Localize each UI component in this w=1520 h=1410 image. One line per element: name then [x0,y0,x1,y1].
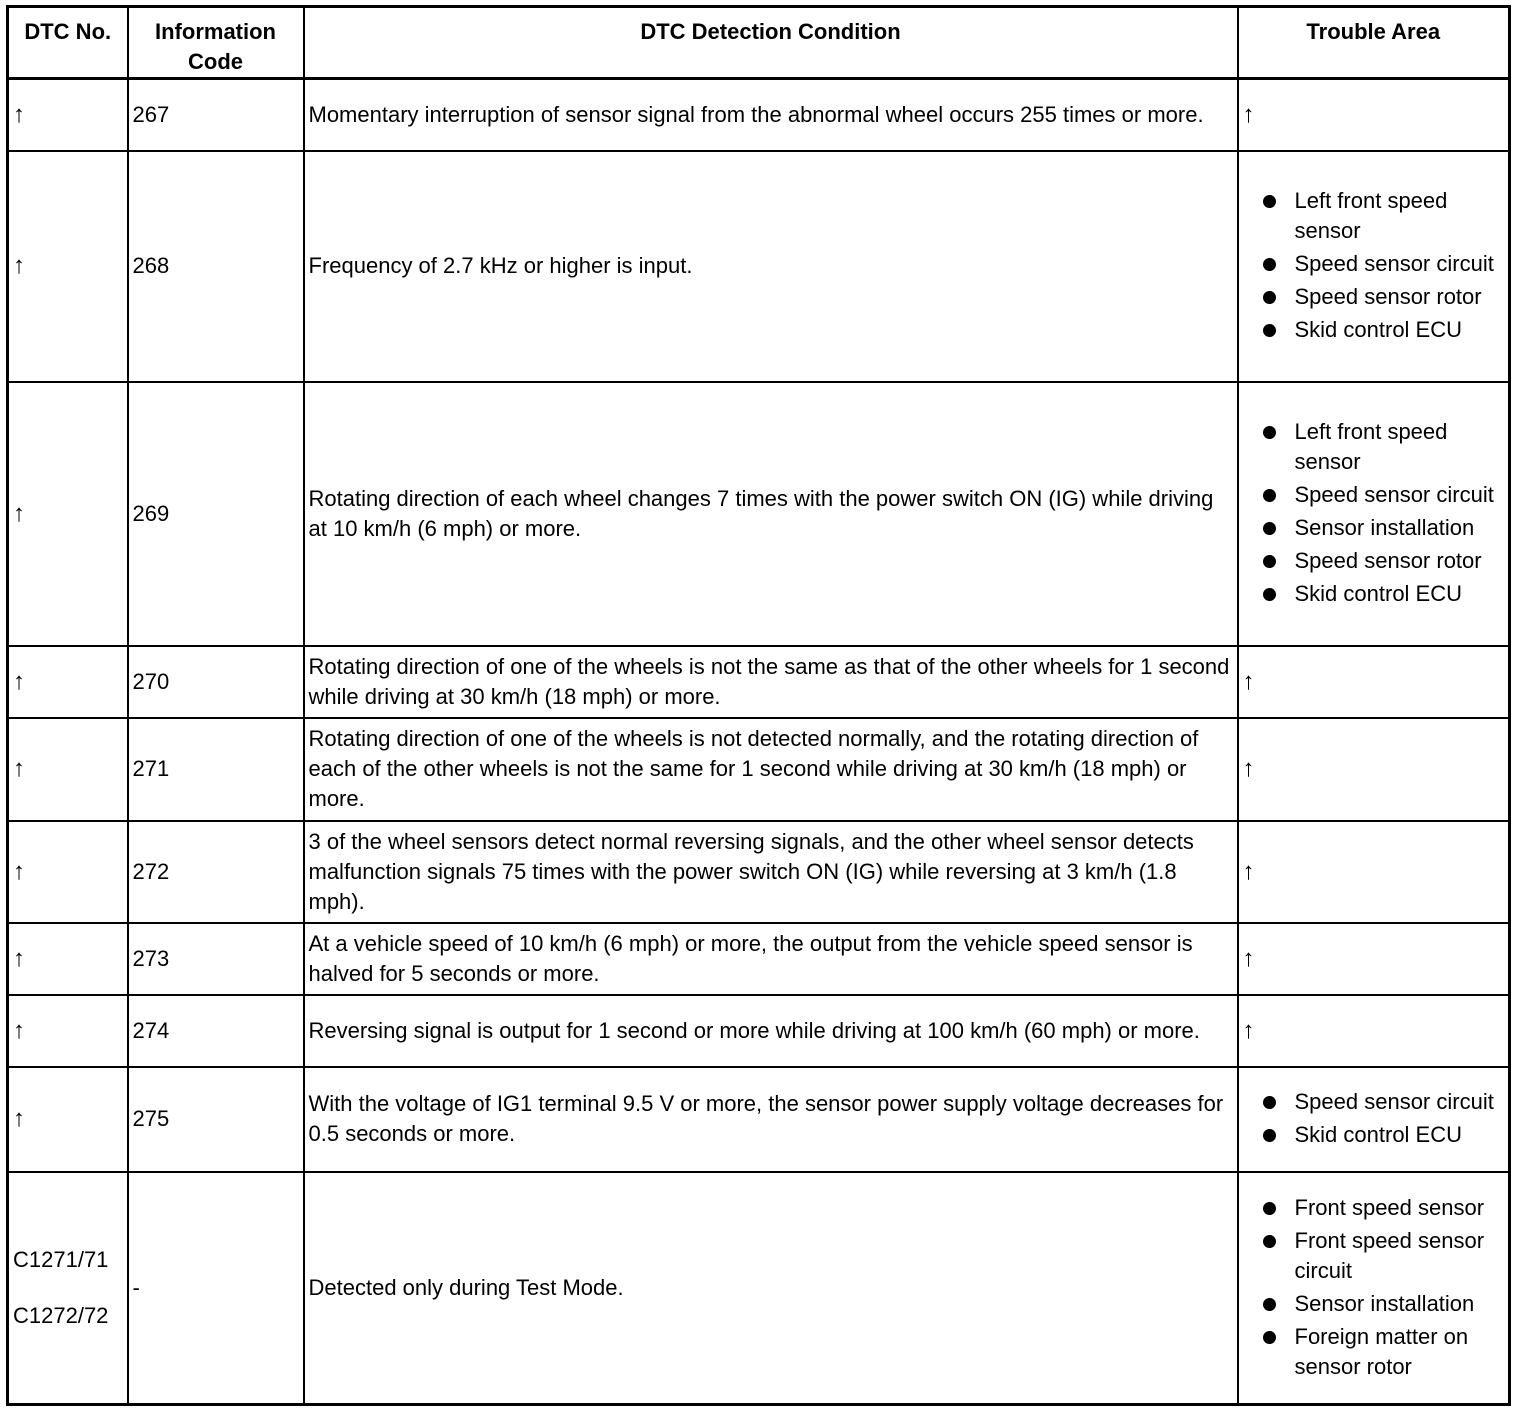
dtc-no-text: ↑ [13,857,25,885]
trouble-area-text: Skid control ECU [1294,1122,1463,1147]
detection-condition-cell: Rotating direction of each wheel changes 7 times with the power switch ON (IG) while driving at 10 km/h (6 mph) or more. [304,382,1238,646]
dtc-no-cell [8,151,128,382]
dtc-no-text: C1272/72 [13,1302,109,1328]
trouble-area-text: Sensor installation [1294,1290,1475,1316]
table-row [8,151,1510,382]
information-code-cell: 271 [128,718,304,821]
trouble-area-list [1243,1193,1505,1382]
dtc-no-cell [8,646,128,718]
trouble-area-text: Speed sensor rotor [1294,284,1482,309]
trouble-area-cell [1238,382,1510,646]
trouble-area-list [1243,1087,1505,1150]
bullet-icon [1263,1331,1276,1344]
header-detection-condition: DTC Detection Condition [304,7,1238,79]
detection-condition-cell: Momentary interruption of sensor signal from the abnormal wheel occurs 255 times or more. [304,79,1238,151]
trouble-area-text: Speed sensor circuit [1294,482,1494,507]
dtc-no-cell [8,1067,128,1172]
information-code-cell: 269 [128,382,304,646]
trouble-area-cell: ↑ [1238,718,1510,821]
table-body [8,79,1510,1405]
trouble-area-cell [1238,151,1510,382]
header-dtc-no: DTC No. [8,7,128,79]
bullet-icon [1263,1096,1276,1109]
detection-condition-cell: Reversing signal is output for 1 second or more while driving at 100 km/h (60 mph) or more. [304,995,1238,1067]
trouble-area-text: Left front speed sensor [1294,188,1448,243]
dtc-no-text: ↑ [13,944,25,972]
detection-condition-cell: At a vehicle speed of 10 km/h (6 mph) or more, the output from the vehicle speed sensor is halved for 5 seconds or more. [304,923,1238,995]
trouble-area-text: Front speed sensor [1294,1194,1485,1220]
trouble-area-text: Speed sensor circuit [1294,1089,1494,1114]
bullet-icon [1263,258,1276,271]
bullet-icon [1263,426,1276,439]
trouble-area-cell: ↑ [1238,821,1510,923]
header-information-code: Information Code [128,7,304,79]
bullet-icon [1263,489,1276,502]
information-code-cell: 274 [128,995,304,1067]
trouble-area-cell: ↑ [1238,923,1510,995]
table-row [8,79,1510,151]
bullet-icon [1263,1129,1276,1142]
trouble-area-text: Skid control ECU [1294,317,1463,342]
detection-condition-cell: Detected only during Test Mode. [304,1172,1238,1405]
dtc-no-text: ↑ [13,1016,25,1044]
dtc-no-text: ↑ [13,667,25,695]
information-code-cell: 275 [128,1067,304,1172]
bullet-icon [1263,324,1276,337]
information-code-cell: 270 [128,646,304,718]
trouble-area-item [1243,1087,1505,1117]
dtc-no-text: ↑ [13,1105,25,1132]
trouble-area-cell [1238,1067,1510,1172]
trouble-area-cell: ↑ [1238,995,1510,1067]
trouble-area-item [1243,579,1505,609]
detection-condition-cell: 3 of the wheel sensors detect normal reversing signals, and the other wheel sensor detects malfunction signals 75 times with the power switch ON (IG) while reversing at 3 km/h (1.8 mph). [304,821,1238,923]
bullet-icon [1263,1235,1276,1248]
dtc-no-cell [8,79,128,151]
dtc-no-text: ↑ [13,499,25,527]
trouble-area-item [1243,1193,1505,1223]
detection-condition-cell: With the voltage of IG1 terminal 9.5 V or more, the sensor power supply voltage decreases for 0.5 seconds or more. [304,1067,1238,1172]
trouble-area-item [1243,513,1505,543]
trouble-area-item [1243,1322,1505,1382]
dtc-no-cell [8,995,128,1067]
trouble-area-text: Speed sensor circuit [1294,251,1494,276]
table-row [8,923,1510,995]
trouble-area-text: Front speed sensor circuit [1294,1227,1485,1283]
dtc-no-text: C1271/71 [13,1246,109,1272]
dtc-no-cell [8,718,128,821]
bullet-icon [1263,291,1276,304]
bullet-icon [1263,522,1276,535]
header-row [8,7,1510,79]
trouble-area-cell: ↑ [1238,79,1510,151]
trouble-area-text: Sensor installation [1294,515,1475,540]
trouble-area-text: Speed sensor rotor [1294,548,1482,573]
trouble-area-item [1243,546,1505,576]
bullet-icon [1263,195,1276,208]
dtc-no-text: ↑ [13,100,25,128]
detection-condition-cell: Rotating direction of one of the wheels is not the same as that of the other wheels for 1 second while driving at 30 km/h (18 mph) or more. [304,646,1238,718]
trouble-area-text: Foreign matter on sensor rotor [1294,1323,1469,1379]
table-row [8,718,1510,821]
table-row [8,382,1510,646]
dtc-no-cell [8,923,128,995]
trouble-area-item [1243,249,1505,279]
bullet-icon [1263,1202,1276,1215]
trouble-area-item [1243,480,1505,510]
information-code-cell: 267 [128,79,304,151]
information-code-cell: 268 [128,151,304,382]
trouble-area-list [1243,186,1505,345]
bullet-icon [1263,1298,1276,1311]
information-code-cell: 273 [128,923,304,995]
dtc-table [6,5,1511,1406]
detection-condition-cell: Frequency of 2.7 kHz or higher is input. [304,151,1238,382]
header-trouble-area: Trouble Area [1238,7,1510,79]
bullet-icon [1263,555,1276,568]
dtc-no-text: ↑ [13,252,25,279]
information-code-cell: 272 [128,821,304,923]
table-row [8,821,1510,923]
trouble-area-item [1243,417,1505,477]
trouble-area-item [1243,315,1505,345]
trouble-area-cell: ↑ [1238,646,1510,718]
dtc-no-cell [8,1172,128,1405]
trouble-area-text: Left front speed sensor [1294,419,1448,474]
dtc-no-text: ↑ [13,755,25,782]
trouble-area-item [1243,1289,1505,1319]
trouble-area-item [1243,1226,1505,1286]
trouble-area-item [1243,186,1505,246]
dtc-no-cell [8,821,128,923]
information-code-cell: - [128,1172,304,1405]
table-row [8,1067,1510,1172]
trouble-area-cell [1238,1172,1510,1405]
dtc-no-cell [8,382,128,646]
table-row [8,646,1510,718]
table-row [8,995,1510,1067]
detection-condition-cell: Rotating direction of one of the wheels is not detected normally, and the rotating direction of each of the other wheels is not the same for 1 second while driving at 30 km/h (18 mph) or more. [304,718,1238,821]
trouble-area-item [1243,282,1505,312]
trouble-area-item [1243,1120,1505,1150]
trouble-area-text: Skid control ECU [1294,581,1463,606]
bullet-icon [1263,588,1276,601]
table-row [8,1172,1510,1405]
trouble-area-list [1243,417,1505,609]
